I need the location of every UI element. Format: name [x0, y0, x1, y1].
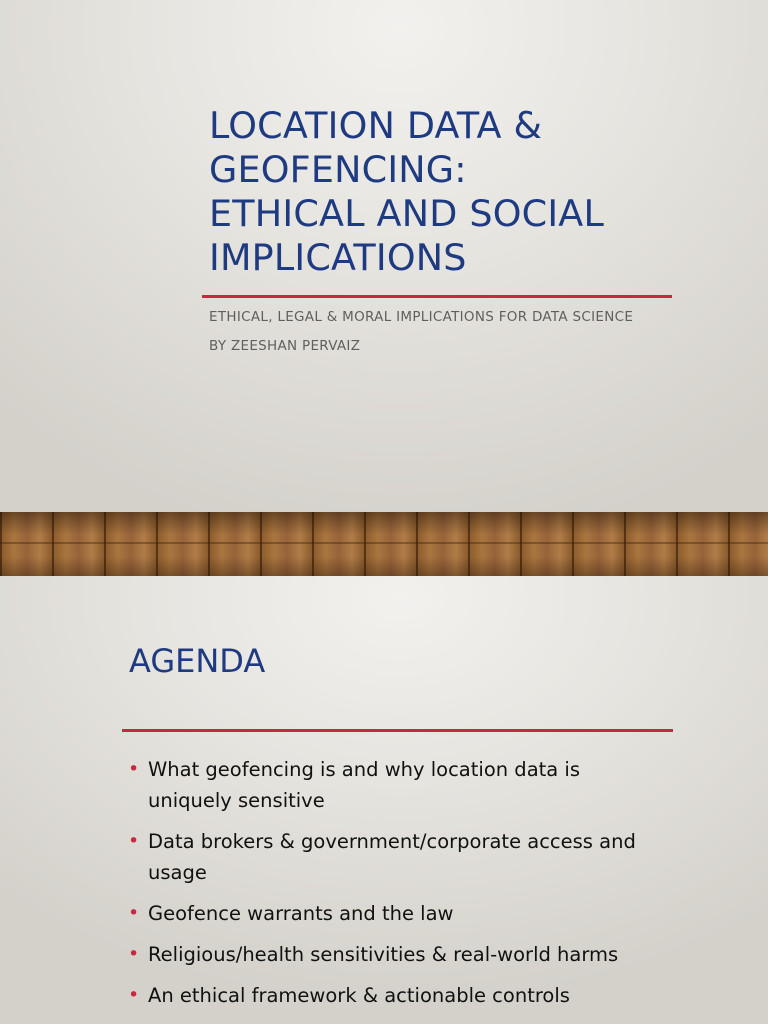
bullet-icon: • — [128, 984, 140, 1006]
title-line-4: IMPLICATIONS — [209, 236, 467, 279]
list-item-text: Geofence warrants and the law — [148, 902, 454, 925]
title-line-3: ETHICAL AND SOCIAL — [209, 192, 604, 235]
list-item — [128, 754, 668, 816]
title-line-1: LOCATION DATA & — [209, 104, 543, 147]
list-item-text: An ethical framework & actionable controls — [148, 984, 570, 1007]
list-item — [128, 939, 668, 970]
agenda-divider — [122, 729, 673, 732]
bullet-icon: • — [128, 758, 140, 780]
bullet-icon: • — [128, 943, 140, 965]
subtitle-course: ETHICAL, LEGAL & MORAL IMPLICATIONS FOR DATA SCIENCE — [209, 309, 634, 325]
title-divider — [202, 295, 672, 298]
list-item — [128, 826, 668, 888]
slide-title — [209, 104, 689, 280]
agenda-list — [128, 754, 668, 1021]
list-item-text: Data brokers & government/corporate access and usage — [148, 830, 636, 884]
list-item-text: Religious/health sensitivities & real-world harms — [148, 943, 619, 966]
agenda-title: AGENDA — [129, 642, 266, 680]
list-item — [128, 898, 668, 929]
list-item — [128, 980, 668, 1011]
bullet-icon: • — [128, 902, 140, 924]
agenda-slide — [0, 576, 768, 1024]
title-line-2: GEOFENCING: — [209, 148, 467, 191]
bullet-icon: • — [128, 830, 140, 852]
subtitle-author: BY ZEESHAN PERVAIZ — [209, 338, 361, 354]
list-item-text: What geofencing is and why location data is uniquely sensitive — [148, 758, 581, 812]
wood-floor-decoration — [0, 512, 768, 576]
